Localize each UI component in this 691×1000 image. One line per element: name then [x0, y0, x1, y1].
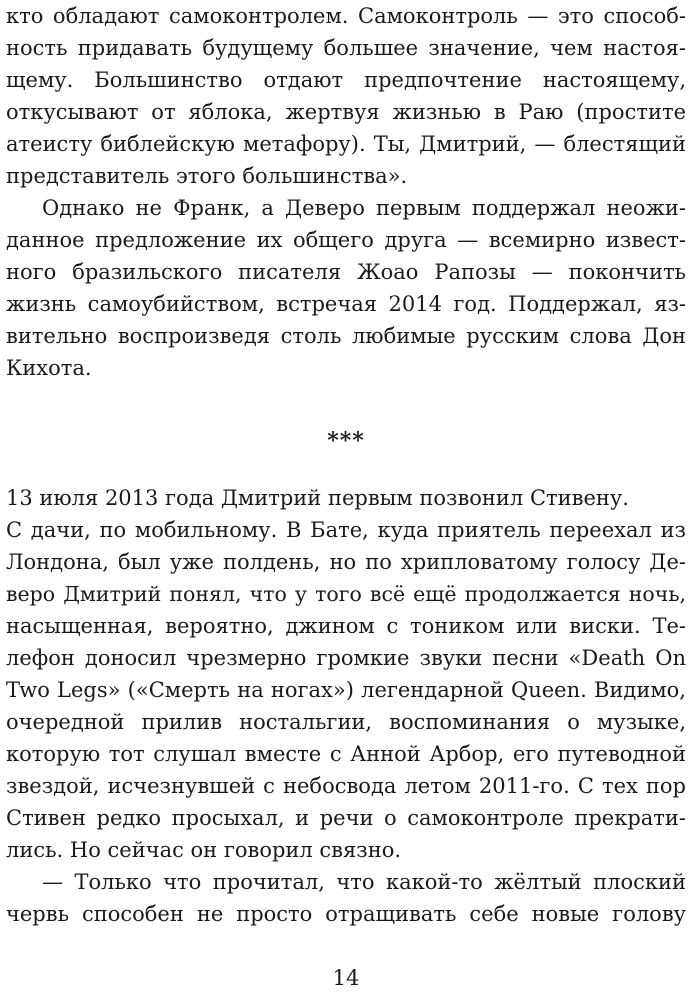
book-page: [6, 0, 686, 1000]
text-line: насыщенная, вероятно, джином с тоником или виски. Те-: [6, 614, 686, 638]
page-number: 14: [332, 966, 360, 990]
text-line: С дачи, по мобильному. В Бате, куда приятель переехал из: [6, 518, 686, 542]
text-line: атеисту библейскую метафору). Ты, Дмитрий, — блестящий: [6, 132, 686, 156]
text-line: ность придавать будущему большее значение, чем настоя-: [6, 36, 686, 60]
text-line: щему. Большинство отдают предпочтение настоящему,: [6, 68, 686, 92]
text-line: откусывают от яблока, жертвуя жизнью в Раю (простите: [6, 100, 686, 124]
text-line: вительно воспроизведя столь любимые русским слова Дон: [6, 324, 686, 348]
text-line: червь способен не просто отращивать себе новые голову: [6, 902, 686, 926]
text-line: жизнь самоубийством, встречая 2014 год. Поддержал, яз-: [6, 292, 686, 316]
text-line: 13 июля 2013 года Дмитрий первым позвонил Стивену.: [6, 486, 629, 510]
text-line: данное предложение их общего друга — всемирно извест-: [6, 228, 686, 252]
text-line: ного бразильского писателя Жоао Рапозы — покончить: [6, 260, 686, 284]
text-line: звездой, исчезнувшей с небосвода летом 2011-го. С тех пор: [6, 774, 686, 798]
section-separator: ***: [327, 428, 365, 454]
text-line: лись. Но сейчас он говорил связно.: [6, 838, 402, 862]
text-line: Кихота.: [6, 356, 92, 380]
text-line: Однако не Франк, а Деверо первым поддержал неожи-: [42, 196, 686, 220]
text-line: кто обладают самоконтролем. Самоконтроль — это способ-: [6, 4, 686, 28]
text-line: Two Legs» («Смерть на ногах») легендарной Queen. Видимо,: [6, 678, 686, 702]
text-line: веро Дмитрий понял, что у того всё ещё продолжается ночь,: [6, 582, 686, 606]
text-line: которую тот слушал вместе с Анной Арбор, его путеводной: [6, 742, 686, 766]
text-line: Стивен редко просыхал, и речи о самоконтроле прекрати-: [6, 806, 686, 830]
text-line: очередной прилив ностальгии, воспоминания о музыке,: [6, 710, 686, 734]
text-line: Лондона, был уже полдень, но по хрипловатому голосу Де-: [6, 550, 686, 574]
text-line: — Только что прочитал, что какой-то жёлтый плоский: [42, 870, 686, 894]
text-line: представитель этого большинства».: [6, 164, 408, 188]
text-line: лефон доносил чрезмерно громкие звуки песни «Death On: [6, 646, 686, 670]
